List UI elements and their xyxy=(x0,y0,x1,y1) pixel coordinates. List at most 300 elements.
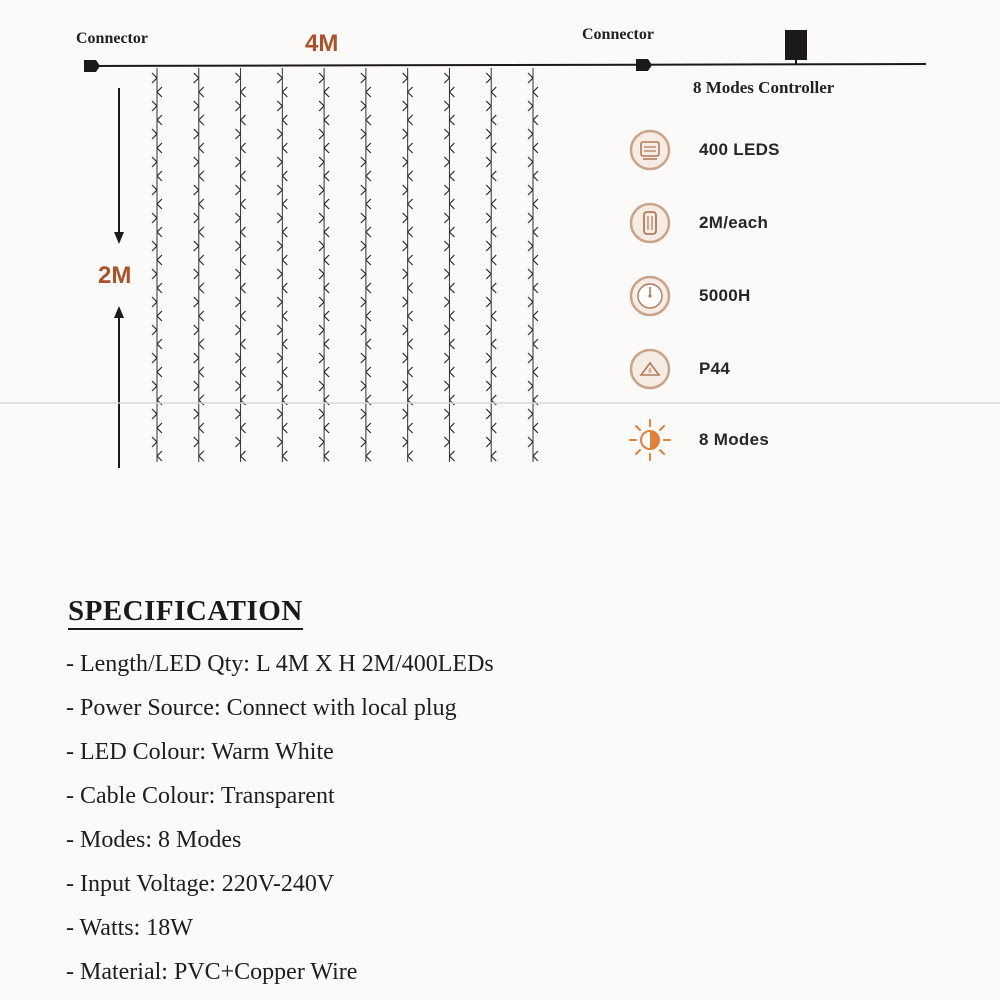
led-bulb xyxy=(361,409,366,419)
led-bulb xyxy=(157,87,162,97)
led-bulb xyxy=(152,353,157,363)
controller-box xyxy=(785,30,807,60)
led-bulb xyxy=(486,73,491,83)
led-bulb xyxy=(199,227,204,237)
led-bulb xyxy=(157,283,162,293)
led-bulb xyxy=(403,213,408,223)
led-bulb xyxy=(449,255,454,265)
length-strand-icon xyxy=(628,201,672,245)
led-bulb xyxy=(533,87,538,97)
led-bulb xyxy=(491,115,496,125)
led-bulb xyxy=(403,381,408,391)
feature-strand-length xyxy=(628,201,768,245)
led-bulb xyxy=(324,87,329,97)
led-bulb xyxy=(157,227,162,237)
led-bulb xyxy=(366,199,371,209)
led-bulb xyxy=(194,269,199,279)
led-bulb xyxy=(194,185,199,195)
led-bulb xyxy=(533,227,538,237)
led-bulb xyxy=(444,213,449,223)
led-bulb xyxy=(491,339,496,349)
led-bulb xyxy=(277,129,282,139)
led-bulb xyxy=(277,241,282,251)
led-bulb xyxy=(361,73,366,83)
led-bulb xyxy=(366,311,371,321)
led-bulb xyxy=(486,437,491,447)
led-bulb xyxy=(282,451,287,461)
led-bulb xyxy=(361,437,366,447)
led-bulb xyxy=(282,199,287,209)
led-bulb xyxy=(152,101,157,111)
led-bulb xyxy=(241,199,246,209)
led-bulb xyxy=(194,157,199,167)
led-bulb xyxy=(533,171,538,181)
feature-label: 400 LEDS xyxy=(699,140,780,159)
led-bulb xyxy=(199,87,204,97)
led-bulb xyxy=(157,311,162,321)
led-bulb xyxy=(486,185,491,195)
led-bulb xyxy=(157,423,162,433)
led-bulb xyxy=(408,115,413,125)
led-bulb xyxy=(236,409,241,419)
main-wire xyxy=(92,64,926,66)
led-bulb xyxy=(491,451,496,461)
led-bulb xyxy=(282,171,287,181)
led-bulb xyxy=(319,101,324,111)
led-bulb xyxy=(449,199,454,209)
led-bulb xyxy=(528,353,533,363)
led-bulb xyxy=(277,353,282,363)
led-bulb xyxy=(449,367,454,377)
led-bulb xyxy=(528,381,533,391)
left-connector-label: Connector xyxy=(76,30,148,47)
led-bulb xyxy=(533,115,538,125)
led-bulb xyxy=(157,255,162,265)
feature-label: 2M/each xyxy=(699,213,769,232)
clock-gauge-icon xyxy=(628,274,672,318)
led-bulb xyxy=(199,423,204,433)
led-bulb xyxy=(449,87,454,97)
led-bulb xyxy=(366,143,371,153)
led-bulb xyxy=(528,73,533,83)
led-bulb xyxy=(403,325,408,335)
led-bulb xyxy=(449,451,454,461)
spec-item: - Cable Colour: Transparent xyxy=(66,783,335,809)
led-bulb xyxy=(277,297,282,307)
feature-label: 8 Modes xyxy=(699,430,770,449)
led-bulb xyxy=(199,311,204,321)
led-bulb xyxy=(366,339,371,349)
feature-lifetime xyxy=(628,274,751,318)
led-bulb xyxy=(444,437,449,447)
led-bulb xyxy=(449,143,454,153)
led-bulb xyxy=(152,325,157,335)
led-bulb xyxy=(199,171,204,181)
led-bulb xyxy=(408,171,413,181)
led-bulb xyxy=(241,339,246,349)
height-label: 2M xyxy=(98,262,132,289)
led-bulb xyxy=(236,101,241,111)
led-bulb xyxy=(486,325,491,335)
specification-title: SPECIFICATION xyxy=(68,596,303,630)
led-bulb xyxy=(444,73,449,83)
led-bulb xyxy=(486,269,491,279)
led-bulb xyxy=(194,213,199,223)
feature-label: 5000H xyxy=(699,286,751,305)
led-bulb xyxy=(361,381,366,391)
led-bulb xyxy=(324,143,329,153)
feature-modes xyxy=(628,418,769,462)
led-bulb xyxy=(449,227,454,237)
led-bulb xyxy=(282,283,287,293)
led-bulb xyxy=(236,353,241,363)
spec-item: - Power Source: Connect with local plug xyxy=(66,695,457,721)
led-bulb xyxy=(194,129,199,139)
led-bulb xyxy=(319,185,324,195)
led-bulb xyxy=(194,101,199,111)
led-bulb xyxy=(236,241,241,251)
led-bulb xyxy=(241,283,246,293)
led-bulb xyxy=(194,437,199,447)
led-bulb xyxy=(444,353,449,363)
specification-list xyxy=(66,642,494,994)
led-bulb xyxy=(444,325,449,335)
led-bulb xyxy=(236,213,241,223)
led-bulb xyxy=(361,157,366,167)
led-bulb xyxy=(533,199,538,209)
led-bulb xyxy=(528,213,533,223)
led-bulb xyxy=(361,213,366,223)
led-bulb xyxy=(528,325,533,335)
led-bulb xyxy=(491,143,496,153)
led-bulb xyxy=(408,199,413,209)
led-bulb xyxy=(486,213,491,223)
led-bulb xyxy=(319,353,324,363)
led-bulb xyxy=(366,87,371,97)
led-bulb xyxy=(444,269,449,279)
led-bulb xyxy=(282,423,287,433)
led-bulb xyxy=(361,325,366,335)
led-bulb xyxy=(408,451,413,461)
led-bulb xyxy=(241,451,246,461)
led-bulb xyxy=(277,409,282,419)
led-bulb xyxy=(408,339,413,349)
led-bulb xyxy=(403,269,408,279)
led-bulb xyxy=(319,213,324,223)
led-bulb xyxy=(449,423,454,433)
feature-waterproof xyxy=(628,347,730,391)
led-bulb xyxy=(282,311,287,321)
led-bulb xyxy=(366,115,371,125)
led-bulb xyxy=(194,381,199,391)
led-bulb xyxy=(403,157,408,167)
led-bulb xyxy=(449,283,454,293)
led-bulb xyxy=(277,325,282,335)
led-bulb xyxy=(533,367,538,377)
led-bulb xyxy=(408,367,413,377)
led-bulb xyxy=(366,255,371,265)
led-bulb xyxy=(486,101,491,111)
led-bulb xyxy=(236,297,241,307)
led-bulb xyxy=(403,241,408,251)
led-bulb xyxy=(241,87,246,97)
led-bulb xyxy=(236,129,241,139)
led-bulb xyxy=(361,353,366,363)
led-bulb xyxy=(199,283,204,293)
led-bulb xyxy=(449,171,454,181)
led-bulb xyxy=(449,339,454,349)
led-bulb xyxy=(157,451,162,461)
led-bulb xyxy=(444,381,449,391)
led-bulb xyxy=(528,241,533,251)
led-bulb xyxy=(408,283,413,293)
spec-item: - Input Voltage: 220V-240V xyxy=(66,871,335,897)
led-bulb xyxy=(152,157,157,167)
led-bulb xyxy=(157,115,162,125)
led-bulb xyxy=(199,115,204,125)
led-bulb xyxy=(282,367,287,377)
led-bulb xyxy=(324,255,329,265)
led-bulb xyxy=(194,297,199,307)
led-bulb xyxy=(152,241,157,251)
led-bulb xyxy=(157,367,162,377)
spec-item: - Length/LED Qty: L 4M X H 2M/400LEDs xyxy=(66,651,494,677)
led-bulb xyxy=(408,227,413,237)
led-bulb xyxy=(533,311,538,321)
led-bulb xyxy=(157,199,162,209)
led-bulb xyxy=(282,143,287,153)
led-bulb xyxy=(282,227,287,237)
controller-label: 8 Modes Controller xyxy=(693,78,835,97)
led-bulb xyxy=(194,409,199,419)
led-bulb xyxy=(449,115,454,125)
led-bulb xyxy=(282,115,287,125)
led-bulb xyxy=(444,101,449,111)
led-bulb xyxy=(366,451,371,461)
led-bulb xyxy=(199,255,204,265)
led-bulb xyxy=(491,87,496,97)
led-bulb xyxy=(403,437,408,447)
led-bulb xyxy=(366,171,371,181)
led-bulb xyxy=(319,73,324,83)
led-bulb xyxy=(152,269,157,279)
led-bulb xyxy=(236,325,241,335)
spec-item: - Material: PVC+Copper Wire xyxy=(66,959,358,985)
led-bulb xyxy=(277,185,282,195)
led-bulb xyxy=(361,101,366,111)
led-bulb xyxy=(408,311,413,321)
led-bulb xyxy=(236,185,241,195)
led-bulb xyxy=(366,227,371,237)
led-bulb xyxy=(486,241,491,251)
led-bulb xyxy=(444,297,449,307)
led-bulb xyxy=(361,297,366,307)
led-bulb xyxy=(533,339,538,349)
led-bulb xyxy=(528,437,533,447)
led-bulb xyxy=(324,451,329,461)
led-bulb xyxy=(361,129,366,139)
led-bulb xyxy=(403,185,408,195)
led-bulb xyxy=(324,283,329,293)
led-bulb xyxy=(236,437,241,447)
led-bulb xyxy=(486,157,491,167)
led-bulb xyxy=(533,255,538,265)
led-bulb xyxy=(444,241,449,251)
led-bulb xyxy=(241,423,246,433)
led-bulb xyxy=(403,409,408,419)
led-bulb xyxy=(528,297,533,307)
feature-led-count xyxy=(628,128,780,172)
led-bulb xyxy=(403,353,408,363)
spec-item: - Watts: 18W xyxy=(66,915,193,941)
led-bulb xyxy=(444,157,449,167)
led-bulb xyxy=(152,381,157,391)
led-bulb xyxy=(157,339,162,349)
led-bulb xyxy=(491,367,496,377)
led-bulb xyxy=(408,423,413,433)
feature-label: P44 xyxy=(699,359,731,378)
left-connector-plug xyxy=(84,60,100,72)
sun-mode-icon xyxy=(628,418,672,462)
led-bulb xyxy=(157,143,162,153)
led-bulb xyxy=(199,199,204,209)
led-bulb xyxy=(408,87,413,97)
led-bulb xyxy=(444,409,449,419)
led-bulb xyxy=(319,129,324,139)
led-bulb xyxy=(277,73,282,83)
led-bulb xyxy=(533,143,538,153)
led-bulb xyxy=(152,409,157,419)
led-bulb xyxy=(528,157,533,167)
right-connector-plug xyxy=(636,59,652,71)
led-bulb xyxy=(157,171,162,181)
led-bulb xyxy=(236,381,241,391)
led-bulb xyxy=(282,87,287,97)
led-bulb xyxy=(324,171,329,181)
led-bulb xyxy=(324,339,329,349)
led-bulb xyxy=(319,269,324,279)
led-bulb xyxy=(408,143,413,153)
led-bulb xyxy=(152,73,157,83)
led-bulb xyxy=(241,367,246,377)
led-bulb xyxy=(319,325,324,335)
led-bulb xyxy=(319,157,324,167)
led-bulb xyxy=(319,409,324,419)
led-bulb xyxy=(241,311,246,321)
led-bulb xyxy=(366,283,371,293)
led-bulb xyxy=(324,423,329,433)
led-bulb xyxy=(444,185,449,195)
led-bulb xyxy=(528,129,533,139)
led-bulb xyxy=(366,367,371,377)
led-bulb xyxy=(277,437,282,447)
width-label: 4M xyxy=(305,30,339,57)
led-bulb xyxy=(403,129,408,139)
led-bulb xyxy=(194,73,199,83)
led-bulb xyxy=(533,283,538,293)
led-bulb xyxy=(324,367,329,377)
led-bulb xyxy=(324,227,329,237)
led-bulb xyxy=(449,311,454,321)
led-bulb xyxy=(403,73,408,83)
led-bulb xyxy=(277,213,282,223)
led-bulb xyxy=(486,353,491,363)
led-bulb xyxy=(403,101,408,111)
led-bulb xyxy=(282,255,287,265)
led-bulb xyxy=(486,381,491,391)
led-bulb xyxy=(533,451,538,461)
led-bulb xyxy=(241,171,246,181)
waterproof-drop-icon xyxy=(628,347,672,391)
led-bulb xyxy=(324,115,329,125)
led-bulb xyxy=(491,227,496,237)
led-bulb xyxy=(491,255,496,265)
led-bulb xyxy=(241,227,246,237)
led-bulb xyxy=(319,437,324,447)
led-bulb xyxy=(199,339,204,349)
led-bulb xyxy=(236,269,241,279)
led-bulb xyxy=(491,199,496,209)
led-bulb xyxy=(444,129,449,139)
led-bulb xyxy=(152,185,157,195)
led-bulb xyxy=(277,101,282,111)
led-bulb xyxy=(199,367,204,377)
led-bulb xyxy=(361,185,366,195)
led-bulb xyxy=(324,311,329,321)
led-bulb xyxy=(361,269,366,279)
led-bulb xyxy=(486,129,491,139)
led-bulb xyxy=(324,199,329,209)
led-bulb xyxy=(361,241,366,251)
led-bulb xyxy=(491,171,496,181)
led-lamp-icon xyxy=(628,128,672,172)
led-bulb xyxy=(528,185,533,195)
led-bulb xyxy=(491,283,496,293)
spec-item: - LED Colour: Warm White xyxy=(66,739,334,765)
led-bulb xyxy=(491,311,496,321)
led-bulb xyxy=(152,213,157,223)
led-bulb xyxy=(277,269,282,279)
led-bulb xyxy=(528,409,533,419)
led-bulb xyxy=(236,157,241,167)
led-bulb xyxy=(152,129,157,139)
led-bulb xyxy=(277,381,282,391)
led-bulb xyxy=(403,297,408,307)
led-bulb xyxy=(241,143,246,153)
led-bulb xyxy=(277,157,282,167)
led-bulb xyxy=(194,325,199,335)
right-connector-label: Connector xyxy=(582,26,654,43)
led-bulb xyxy=(319,297,324,307)
spec-item: - Modes: 8 Modes xyxy=(66,827,242,853)
led-bulb xyxy=(408,255,413,265)
led-bulb xyxy=(241,255,246,265)
led-bulb xyxy=(366,423,371,433)
led-bulb xyxy=(152,297,157,307)
led-bulb xyxy=(486,409,491,419)
led-bulb xyxy=(241,115,246,125)
led-bulb xyxy=(199,451,204,461)
led-bulb xyxy=(528,269,533,279)
led-bulb xyxy=(194,241,199,251)
led-bulb xyxy=(319,241,324,251)
led-bulb xyxy=(486,297,491,307)
led-bulb xyxy=(533,423,538,433)
led-bulb xyxy=(199,143,204,153)
led-bulb xyxy=(528,101,533,111)
led-bulb xyxy=(319,381,324,391)
led-bulb xyxy=(194,353,199,363)
